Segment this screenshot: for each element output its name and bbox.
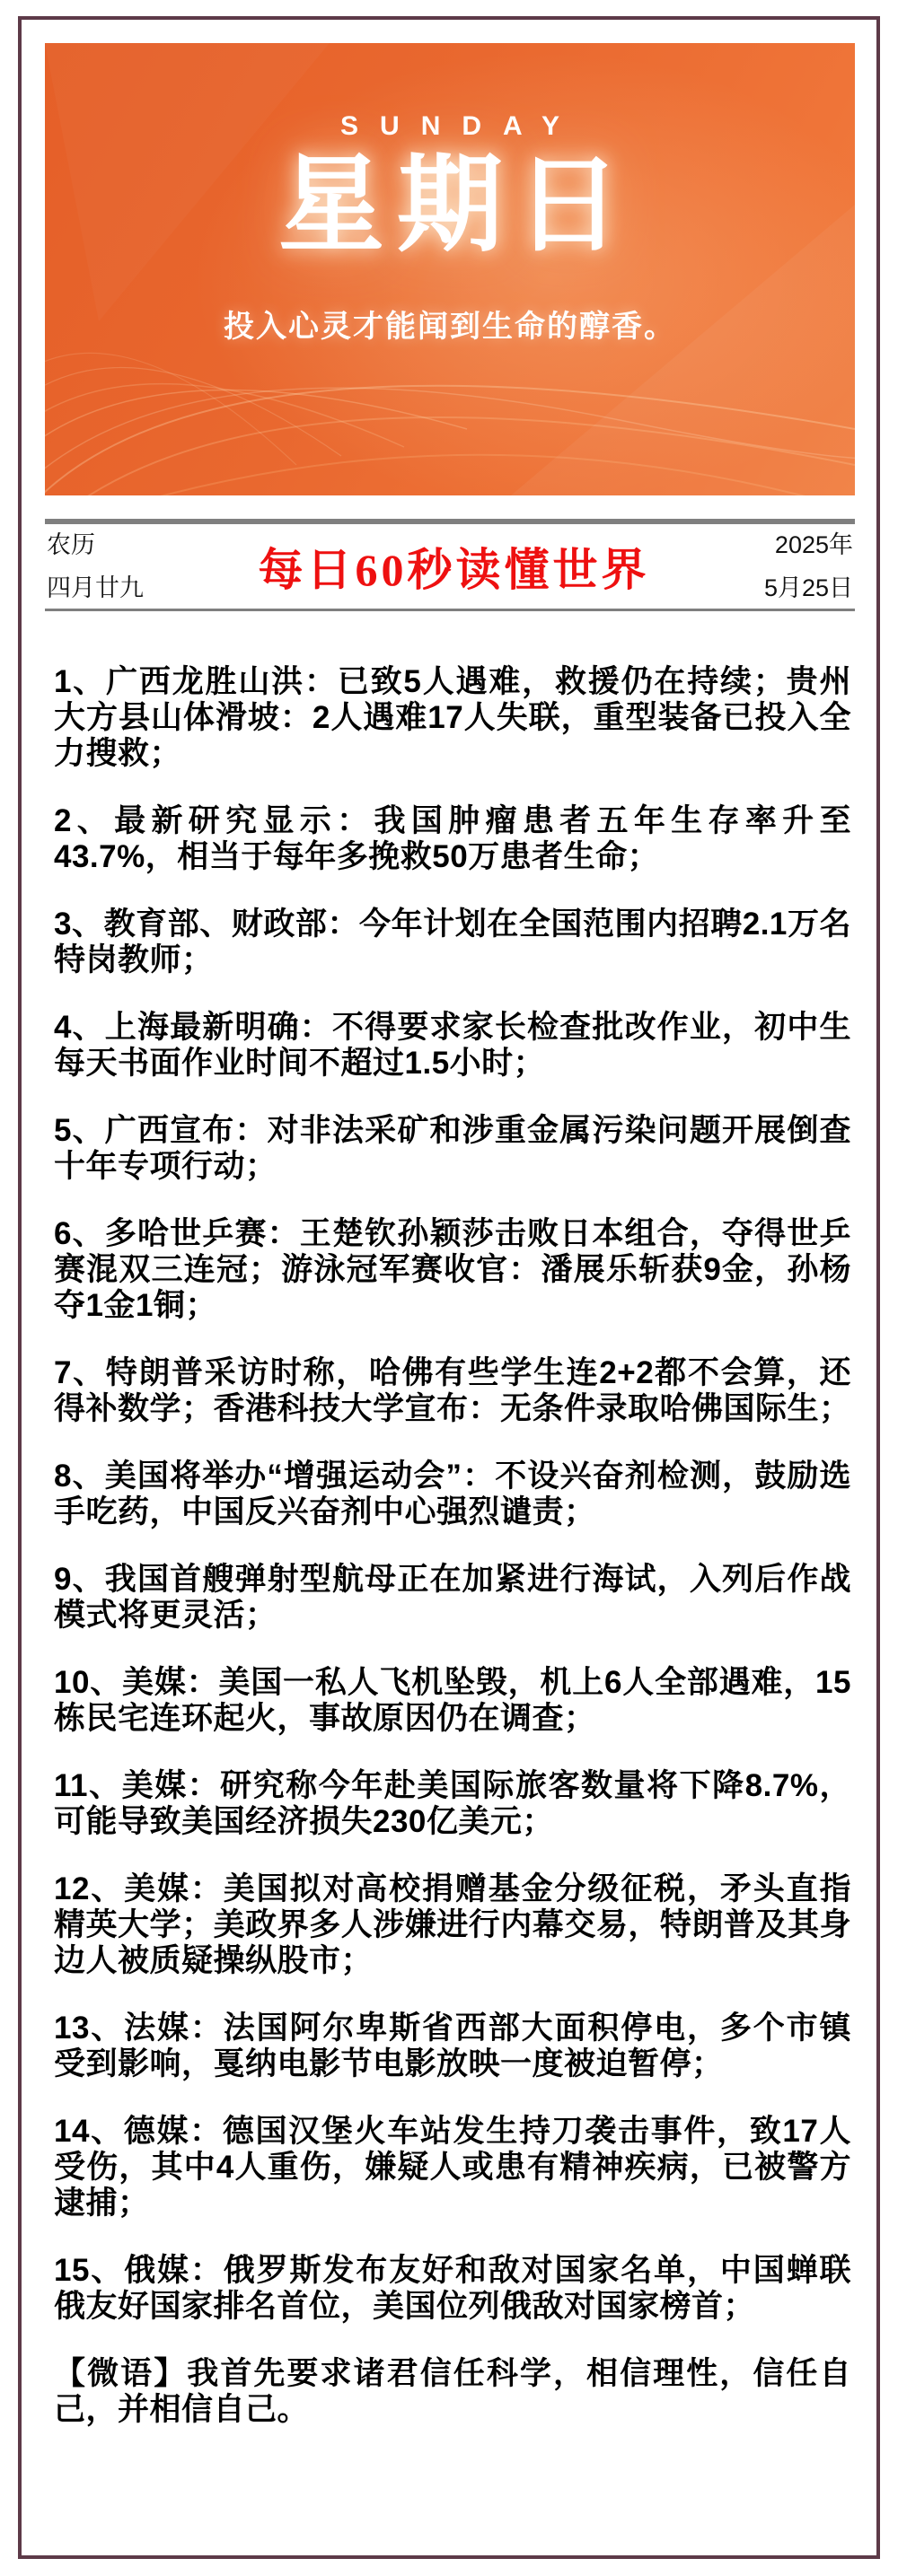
news-item-14: 14、德媒：德国汉堡火车站发生持刀袭击事件，致17人受伤，其中4人重伤，嫌疑人或患有精神疾病，已被警方逮捕； (54, 2114, 851, 2221)
news-item-11: 11、美媒：研究称今年赴美国际旅客数量将下降8.7%，可能导致美国经济损失230亿美元； (54, 1768, 851, 1839)
news-item-5: 5、广西宣布：对非法采矿和涉重金属污染问题开展倒查十年专项行动； (54, 1113, 851, 1184)
date-bar (45, 519, 855, 611)
date-label: 5月25日 (763, 574, 853, 601)
date-bar-bottom-rule (45, 609, 855, 611)
news-item-10: 10、美媒：美国一私人飞机坠毁，机上6人全部遇难，15栋民宅连环起火，事故原因仍在调查； (54, 1665, 851, 1736)
gregorian-date-column (764, 524, 853, 609)
news-item-8: 8、美国将举办“增强运动会”：不设兴奋剂检测，鼓励选手吃药，中国反兴奋剂中心强烈谴责； (54, 1459, 851, 1529)
hero-card (45, 43, 855, 495)
weekday-english: SUNDAY (340, 111, 581, 141)
hero-quote: 投入心灵才能闻到生命的醇香。 (224, 310, 676, 344)
news-item-15: 15、俄媒：俄罗斯发布友好和敌对国家名单，中国蝉联俄友好国家排名首位，美国位列俄敌对国家榜首； (54, 2253, 851, 2324)
news-item-12: 12、美媒：美国拟对高校捐赠基金分级征税，矛头直指精英大学；美政界多人涉嫌进行内幕交易，特朗普及其身边人被质疑操纵股市； (54, 1871, 851, 1978)
news-item-2: 2、最新研究显示：我国肿瘤患者五年生存率升至43.7%，相当于每年多挽救50万患者生命； (54, 803, 851, 874)
news-item-7: 7、特朗普采访时称，哈佛有些学生连2+2都不会算，还得补数学；香港科技大学宣布：无条件录取哈佛国际生； (54, 1355, 851, 1426)
daily-title: 每日60秒读懂世界 (258, 545, 650, 595)
lunar-date-column (47, 524, 144, 609)
year-label: 2025年 (774, 531, 853, 558)
news-item-6: 6、多哈世乒赛：王楚钦孙颖莎击败日本组合，夺得世乒赛混双三连冠；游泳冠军赛收官：潘展乐斩获9金，孙杨夺1金1铜； (54, 1216, 851, 1323)
lunar-label: 农历 (47, 531, 95, 558)
news-item-4: 4、上海最新明确：不得要求家长检查批改作业，初中生每天书面作业时间不超过1.5小时； (54, 1010, 851, 1081)
lunar-date: 四月廿九 (47, 574, 144, 601)
news-list (54, 664, 851, 2459)
footer-quote: 【微语】我首先要求诸君信任科学，相信理性，信任自己，并相信自己。 (54, 2356, 851, 2427)
news-item-9: 9、我国首艘弹射型航母正在加紧进行海试，入列后作战模式将更灵活； (54, 1562, 851, 1633)
news-item-1: 1、广西龙胜山洪：已致5人遇难，救援仍在持续；贵州大方县山体滑坡：2人遇难17人失联，重型装备已投入全力搜救； (54, 664, 851, 771)
news-item-3: 3、教育部、财政部：今年计划在全国范围内招聘2.1万名特岗教师； (54, 907, 851, 977)
weekday-chinese: 星期日 (277, 147, 634, 265)
news-item-13: 13、法媒：法国阿尔卑斯省西部大面积停电，多个市镇受到影响，戛纳电影节电影放映一度被迫暂停； (54, 2011, 851, 2081)
